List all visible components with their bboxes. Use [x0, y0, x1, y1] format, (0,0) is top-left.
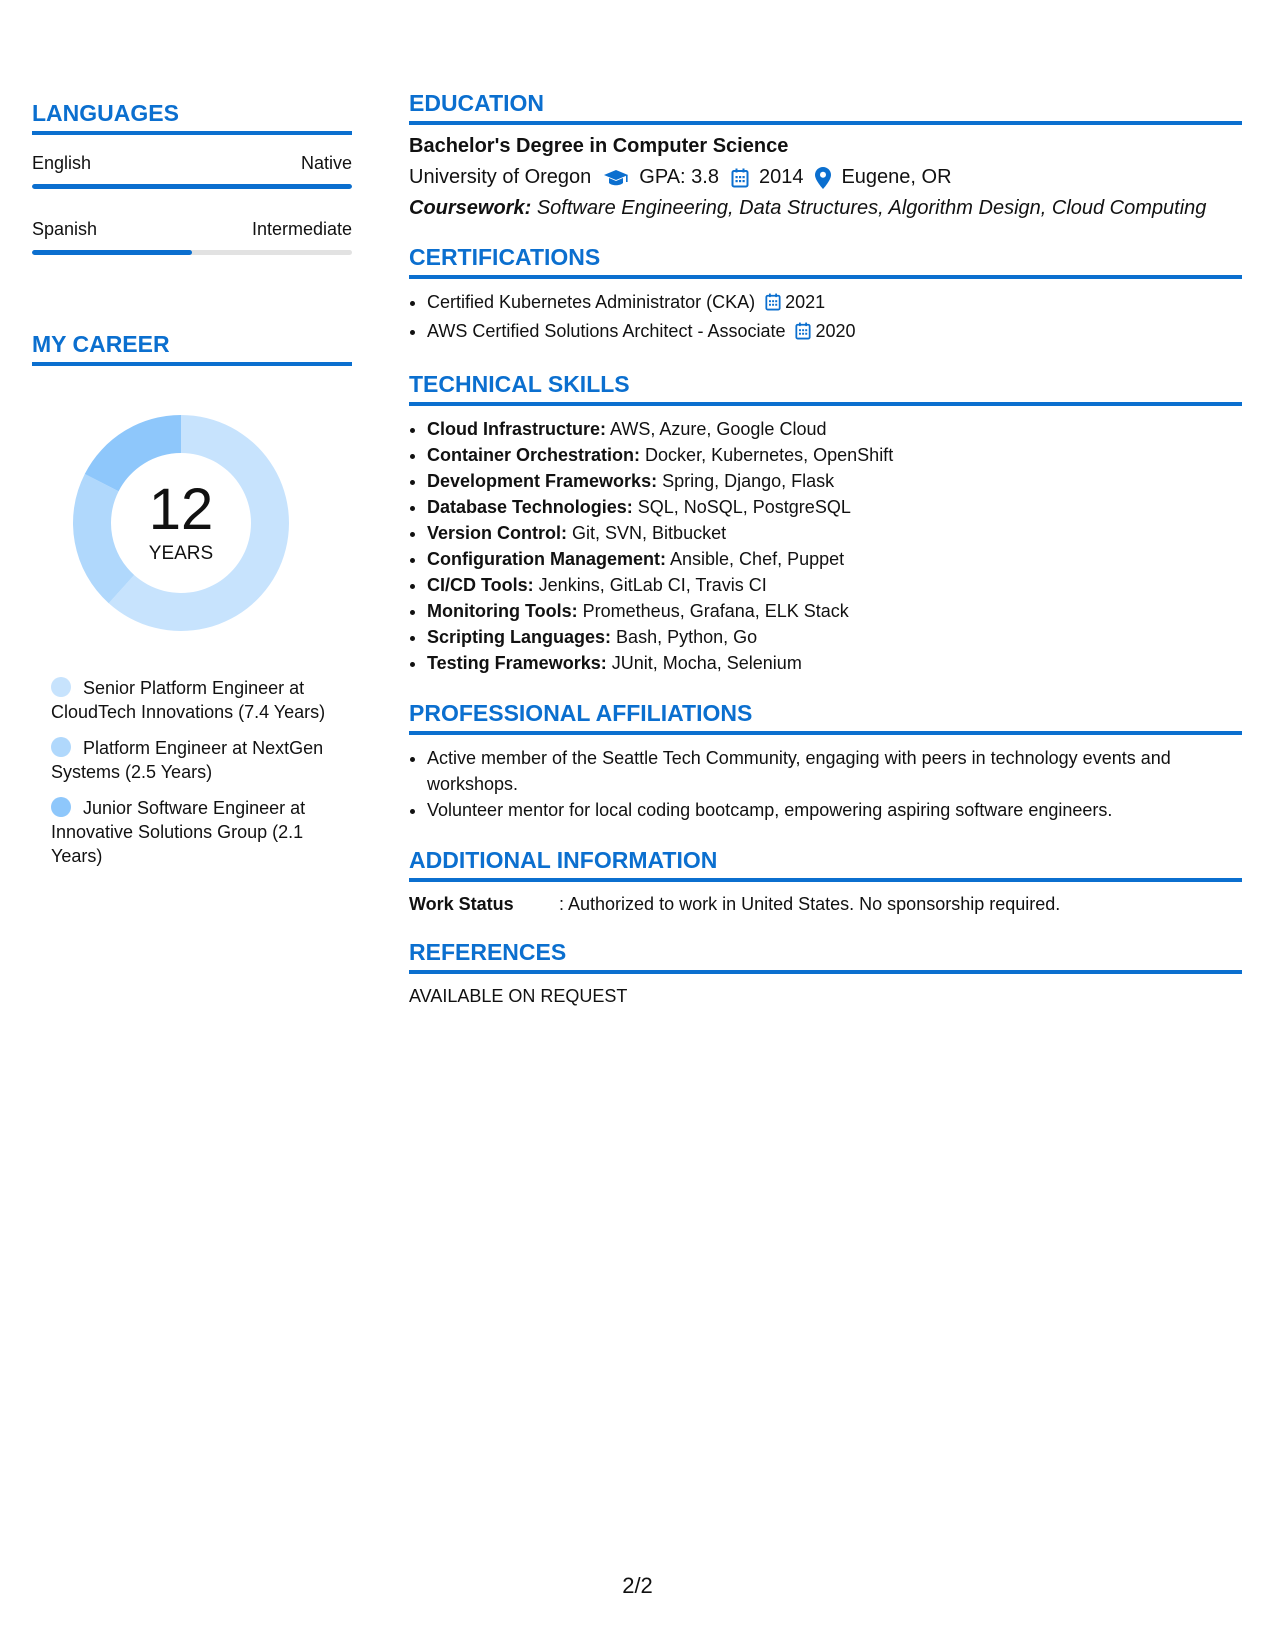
career-legend-item [51, 736, 341, 784]
language-name: English [32, 153, 92, 173]
language-name: Spanish [32, 219, 98, 239]
legend-dot [51, 737, 71, 757]
career-total-value: 12 [148, 477, 214, 542]
map-pin-icon [815, 167, 831, 189]
language-item [32, 153, 352, 189]
skills-title: TECHNICAL SKILLS [409, 371, 1242, 406]
skill-value: Prometheus, Grafana, ELK Stack [582, 601, 849, 621]
certification-item [427, 318, 1242, 347]
language-proficiency-fill [32, 184, 352, 189]
languages-section [32, 100, 352, 255]
certification-year: 2021 [785, 292, 826, 312]
work-status-value: : Authorized to work in United States. No sponsorship required. [559, 894, 1061, 914]
affiliations-title: PROFESSIONAL AFFILIATIONS [409, 700, 1242, 735]
education-location: Eugene, OR [841, 166, 952, 188]
calendar-icon [795, 321, 811, 347]
skill-label: Cloud Infrastructure: [427, 419, 607, 439]
education-degree: Bachelor's Degree in Computer Science [409, 135, 789, 157]
skill-label: Database Technologies: [427, 497, 633, 517]
certification-item [427, 289, 1242, 318]
skill-item [427, 520, 1242, 546]
career-legend-label: Platform Engineer at NextGen Systems (2.5 Years) [51, 738, 324, 782]
language-level: Intermediate [251, 219, 352, 239]
skill-label: Configuration Management: [427, 549, 666, 569]
work-status-label: Work Status [409, 894, 514, 914]
language-proficiency-fill [32, 250, 192, 255]
language-proficiency-bar [32, 184, 352, 189]
skill-label: Development Frameworks: [427, 471, 658, 491]
certification-name: Certified Kubernetes Administrator (CKA) [427, 292, 756, 312]
additional-info-title: ADDITIONAL INFORMATION [409, 847, 1242, 882]
skill-value: Spring, Django, Flask [662, 471, 835, 491]
education-coursework [409, 197, 1242, 220]
skill-item [427, 546, 1242, 572]
career-legend-label: Junior Software Engineer at Innovative Solutions Group (2.1 Years) [51, 798, 306, 866]
skill-label: Monitoring Tools: [427, 601, 578, 621]
certification-name: AWS Certified Solutions Architect - Associate [427, 321, 786, 341]
education-details [409, 166, 1242, 189]
skill-item [427, 624, 1242, 650]
coursework-label: Coursework: [409, 197, 532, 219]
skill-item [427, 650, 1242, 676]
career-section [32, 331, 352, 868]
references-section [409, 939, 1242, 1007]
career-legend [51, 676, 341, 868]
skill-value: Bash, Python, Go [616, 627, 758, 647]
skill-label: CI/CD Tools: [427, 575, 534, 595]
skill-label: Testing Frameworks: [427, 653, 607, 673]
graduation-cap-icon [603, 169, 629, 187]
skill-value: SQL, NoSQL, PostgreSQL [637, 497, 851, 517]
education-gpa: GPA: 3.8 [639, 166, 719, 188]
affiliations-section [409, 700, 1242, 823]
legend-dot [51, 677, 71, 697]
skill-value: AWS, Azure, Google Cloud [610, 419, 827, 439]
page-number: 2/2 [622, 1573, 653, 1598]
language-item [32, 219, 352, 255]
main-content [409, 90, 1242, 1007]
skills-list [409, 416, 1242, 676]
skill-value: Ansible, Chef, Puppet [670, 549, 845, 569]
certifications-title: CERTIFICATIONS [409, 244, 1242, 279]
skill-value: Jenkins, GitLab CI, Travis CI [538, 575, 767, 595]
skill-value: Git, SVN, Bitbucket [572, 523, 727, 543]
career-donut-chart [66, 408, 296, 638]
coursework-value: Software Engineering, Data Structures, Algorithm Design, Cloud Computing [536, 197, 1207, 219]
skill-item [427, 468, 1242, 494]
career-legend-item [51, 676, 341, 724]
career-legend-item [51, 796, 341, 868]
references-title: REFERENCES [409, 939, 1242, 974]
skill-value: JUnit, Mocha, Selenium [611, 653, 802, 673]
references-text: AVAILABLE ON REQUEST [409, 986, 628, 1006]
language-proficiency-bar [32, 250, 352, 255]
languages-title: LANGUAGES [32, 100, 352, 135]
affiliation-item: • Active member of the Seattle Tech Community, engaging with peers in technology events and workshops. [427, 745, 1242, 797]
skill-label: Version Control: [427, 523, 568, 543]
skill-item [427, 598, 1242, 624]
education-title: EDUCATION [409, 90, 1242, 125]
skill-label: Scripting Languages: [427, 627, 612, 647]
skill-value: Docker, Kubernetes, OpenShift [645, 445, 894, 465]
calendar-icon [731, 168, 749, 188]
sidebar [32, 100, 352, 880]
certification-year: 2020 [815, 321, 856, 341]
skills-section [409, 371, 1242, 676]
skill-item [427, 572, 1242, 598]
career-total-unit: YEARS [148, 543, 214, 564]
skill-label: Container Orchestration: [427, 445, 641, 465]
language-level: Native [300, 153, 352, 173]
legend-dot [51, 797, 71, 817]
additional-info-section [409, 847, 1242, 915]
career-legend-label: Senior Platform Engineer at CloudTech Innovations (7.4 Years) [51, 678, 326, 722]
calendar-icon [765, 292, 781, 318]
education-section [409, 90, 1242, 220]
education-year: 2014 [758, 166, 804, 188]
career-title: MY CAREER [32, 331, 352, 366]
certifications-section [409, 244, 1242, 347]
affiliation-item: • Volunteer mentor for local coding bootcamp, empowering aspiring software engineers. [427, 797, 1242, 823]
work-status-row [409, 894, 1242, 915]
skill-item [427, 416, 1242, 442]
skill-item [427, 494, 1242, 520]
education-school: University of Oregon [409, 166, 592, 188]
affiliations-list [409, 745, 1242, 823]
skill-item [427, 442, 1242, 468]
certifications-list [409, 289, 1242, 347]
